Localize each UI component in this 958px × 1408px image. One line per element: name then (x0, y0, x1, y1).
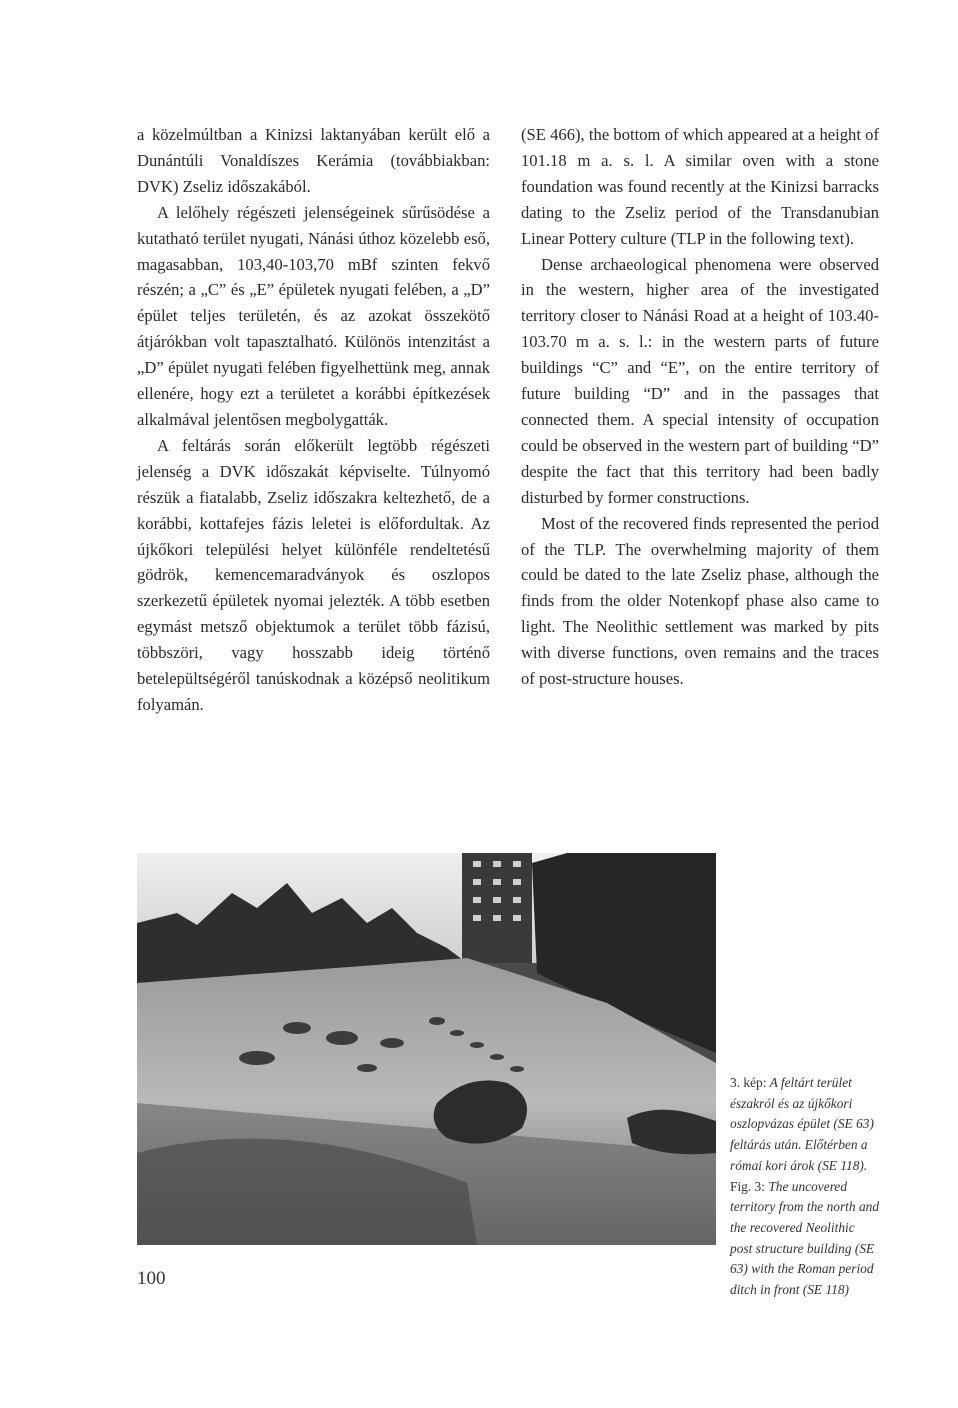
paragraph-en-2: Dense archaeological phenomena were observed in the western, higher area of the investigated territory closer to Nánási Road at a height of 103.40-103.70 m a. s. l.: in the western parts of future buildings “C” and “E”, on the entire territory of future building “D” and in the passages that connected them. A special intensity of occupation could be observed in the western part of building “D” despite the fact that this territory had been badly disturbed by former constructions. (521, 254, 879, 507)
hungarian-text-column (137, 122, 490, 718)
photo-building (462, 853, 532, 963)
caption-number-hu: 3. kép: (730, 1075, 767, 1090)
page-number: 100 (137, 1268, 166, 1289)
paragraph-en-1: (SE 466), the bottom of which appeared at a height of 101.18 m a. s. l. A similar oven with a stone foundation was found recently at the Kinizsi barracks dating to the Zseliz period of the Transdanubian Linear Pottery culture (TLP in the following text). (521, 125, 879, 248)
caption-text-en: The uncovered territory from the north and the recovered Neolithic post structure building (SE 63) with the Roman period ditch in front (SE 118) (730, 1178, 880, 1298)
english-text-column (521, 122, 879, 692)
figure-caption (730, 1073, 880, 1301)
caption-text-hu: A feltárt terület északról és az újkőkori oszlopvázas épület (SE 63) feltárás után. Előtérben a római kori árok (SE 118). (730, 1075, 874, 1173)
paragraph-hu-1: a közelmúltban a Kinizsi laktanyában került elő a Dunántúli Vonaldíszes Kerámia (továbbiakban: DVK) Zseliz időszakából. (137, 125, 490, 196)
excavation-photo (137, 853, 716, 1245)
paragraph-en-3: Most of the recovered finds represented the period of the TLP. The overwhelming majority of them could be dated to the late Zseliz phase, although the finds from the older Notenkopf phase also came to light. The Neolithic settlement was marked by pits with diverse functions, oven remains and the traces of post-structure houses. (521, 513, 879, 689)
paragraph-hu-3: A feltárás során előkerült legtöbb régészeti jelenség a DVK időszakát képviselte. Túlnyomó részük a fiatalabb, Zseliz időszakra keltezhető, de a korábbi, kottafejes fázis leletei is előfordultak. Az újkőkori települési helyet különféle rendeltetésű gödrök, kemencemaradványok és oszlopos szerkezetű épületek nyomai jelezték. A több esetben egymást metsző objektumok a terület több fázisú, többszöri, vagy hosszabb ideig történő betelepültségéről tanúskodnak a középső neolitikum folyamán. (137, 435, 490, 714)
caption-number-en: Fig. 3: (730, 1178, 765, 1194)
paragraph-hu-2: A lelőhely régészeti jelenségeinek sűrűsödése a kutatható terület nyugati, Nánási úthoz közelebb eső, magasabban, 103,40-103,70 mBf szinten fekvő részén; a „C” és „E” épületek nyugati felében, a „D” épület teljes területén, és az azokat összekötő átjárókban volt tapasztalható. Különös intenzitást a „D” épület nyugati felében figyelhettünk meg, annak ellenére, hogy ezt a területet a korábbi építkezések alkalmával jelentősen megbolygatták. (137, 202, 490, 429)
